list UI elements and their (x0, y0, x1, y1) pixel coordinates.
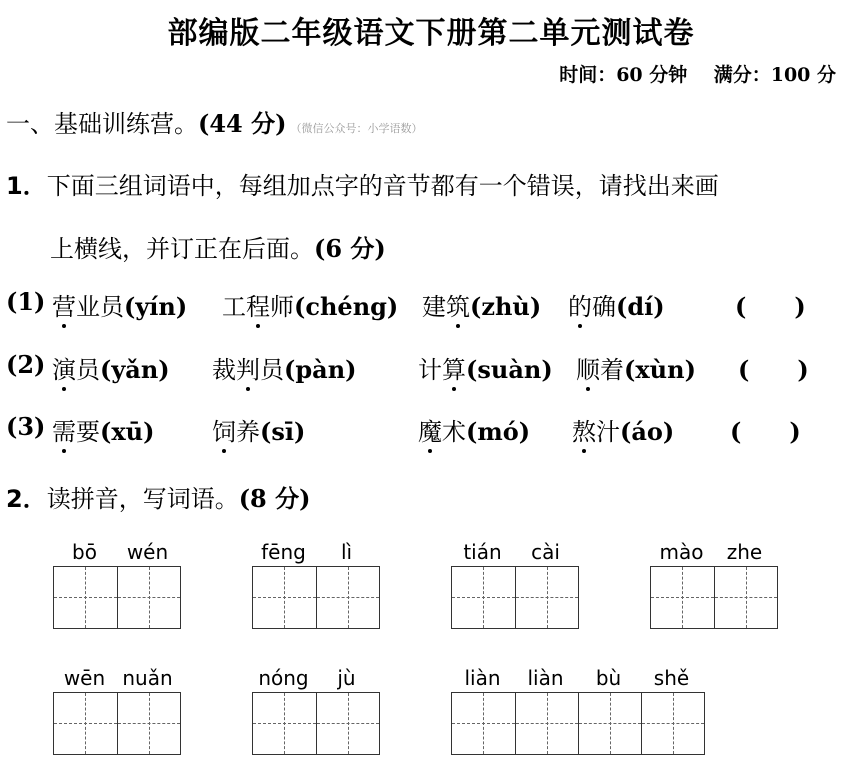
pinyin-syllable: nóng (258, 666, 309, 690)
word-text: 计 (418, 356, 442, 384)
q2-heading (6, 479, 310, 514)
page-title: 部编版二年级语文下册第二单元测试卷 (167, 16, 695, 51)
exam-meta (559, 60, 836, 87)
pinyin-syllable: jù (337, 666, 356, 690)
grid-cell[interactable] (316, 693, 379, 754)
pinyin-annotation: (xū) (100, 417, 155, 446)
guide-line (682, 567, 683, 628)
q1-word (212, 350, 357, 385)
word-text: 要 (76, 418, 100, 446)
grid-cell[interactable] (651, 567, 714, 628)
q2-number: 2． (6, 485, 47, 513)
pinyin-annotation: (xùn) (624, 355, 696, 384)
pinyin-syllable: nuǎn (122, 666, 173, 690)
guide-line (547, 567, 548, 628)
pinyin-annotation: (mó) (466, 417, 531, 446)
word-text: 员 (76, 356, 100, 384)
pinyin-annotation: (zhù) (470, 292, 542, 321)
q1-row-number: (2) (6, 350, 46, 379)
word-text: 术 (442, 418, 466, 446)
pinyin-syllable: zhe (726, 540, 763, 564)
writing-grid[interactable] (650, 566, 778, 629)
q1-text-line2: 上横线，并订正在后面。 (50, 235, 314, 263)
word-text: 建 (422, 293, 446, 321)
dotted-character: 判 (236, 350, 260, 385)
guide-line (85, 567, 86, 628)
grid-cell[interactable] (54, 693, 117, 754)
word-text: 工 (222, 293, 246, 321)
grid-cell[interactable] (253, 693, 316, 754)
q1-row-number: (1) (6, 287, 46, 316)
pinyin-syllable: liàn (527, 666, 564, 690)
guide-line (610, 693, 611, 754)
pinyin-syllable: lì (340, 540, 353, 564)
section-label: 一、基础训练营。 (6, 110, 198, 138)
pinyin-syllable: wén (126, 540, 169, 564)
word-text: 养 (236, 418, 260, 446)
dotted-character: 需 (52, 412, 76, 447)
grid-cell[interactable] (578, 693, 641, 754)
guide-line (483, 567, 484, 628)
pinyin-annotation: (dí) (616, 292, 665, 321)
grid-cell[interactable] (515, 567, 578, 628)
pinyin-annotation: (áo) (620, 417, 675, 446)
q1-word (568, 287, 665, 322)
pinyin-syllable: liàn (464, 666, 501, 690)
q1-line1 (6, 166, 719, 201)
watermark-text: （微信公众号：小学语数） (290, 122, 423, 135)
grid-cell[interactable] (714, 567, 777, 628)
q1-word (52, 287, 187, 322)
q1-word (418, 412, 530, 447)
q1-row-number: (3) (6, 412, 46, 441)
pinyin-syllable: shě (653, 666, 690, 690)
guide-line (284, 567, 285, 628)
pinyin-annotation: (yín) (124, 292, 188, 321)
dotted-character: 魔 (418, 412, 442, 447)
guide-line (547, 693, 548, 754)
word-text: 师 (270, 293, 294, 321)
grid-cell[interactable] (253, 567, 316, 628)
q1-word (576, 350, 696, 385)
writing-grid[interactable] (451, 566, 579, 629)
guide-line (673, 693, 674, 754)
pinyin-syllable: tián (463, 540, 502, 564)
dotted-character: 熬 (572, 412, 596, 447)
q1-points: (6 分) (314, 234, 386, 263)
pinyin-syllable: wēn (63, 666, 106, 690)
dotted-character: 筑 (446, 287, 470, 322)
q1-word (52, 350, 170, 385)
guide-line (746, 567, 747, 628)
dotted-character: 顺 (576, 350, 600, 385)
dotted-character: 算 (442, 350, 466, 385)
guide-line (85, 693, 86, 754)
guide-line (483, 693, 484, 754)
q2-points: (8 分) (238, 484, 311, 513)
q1-word (212, 412, 305, 447)
guide-line (284, 693, 285, 754)
dotted-character: 的 (568, 287, 592, 322)
pinyin-annotation: (pàn) (284, 355, 357, 384)
grid-cell[interactable] (54, 567, 117, 628)
time-limit: 时间：60 分钟 (559, 64, 688, 86)
q1-text-line1: 下面三组词语中，每组加点字的音节都有一个错误，请找出来画 (46, 172, 719, 200)
guide-line (348, 567, 349, 628)
q1-word (222, 287, 398, 322)
writing-grid[interactable] (252, 566, 380, 629)
word-text: 业员 (76, 293, 124, 321)
word-text: 着 (600, 356, 624, 384)
word-text: 确 (592, 293, 616, 321)
word-text: 裁 (212, 356, 236, 384)
q1-word (422, 287, 541, 322)
pinyin-annotation: (sī) (260, 417, 306, 446)
pinyin-syllable: bō (72, 540, 97, 564)
grid-cell[interactable] (117, 567, 180, 628)
dotted-character: 营 (52, 287, 76, 322)
writing-grid[interactable] (252, 692, 380, 755)
q1-word (572, 412, 674, 447)
dotted-character: 程 (246, 287, 270, 322)
writing-grid[interactable] (451, 692, 705, 755)
pinyin-annotation: (suàn) (466, 355, 553, 384)
section-points: (44 分) (198, 109, 287, 138)
word-text: 汁 (596, 418, 620, 446)
word-text: 员 (260, 356, 284, 384)
q2-text: 读拼音，写词语。 (46, 485, 239, 513)
dotted-character: 演 (52, 350, 76, 385)
pinyin-syllable: mào (659, 540, 704, 564)
writing-grid[interactable] (53, 692, 181, 755)
pinyin-syllable: fēng (261, 540, 306, 564)
grid-cell[interactable] (452, 567, 515, 628)
q1-number: 1． (6, 172, 47, 200)
grid-cell[interactable] (515, 693, 578, 754)
guide-line (348, 693, 349, 754)
q1-word (418, 350, 553, 385)
guide-line (149, 693, 150, 754)
answer-blank[interactable]: ( ) (735, 292, 806, 321)
full-score: 满分：100 分 (713, 64, 836, 86)
q1-word (52, 412, 154, 447)
grid-cell[interactable] (117, 693, 180, 754)
guide-line (149, 567, 150, 628)
dotted-character: 饲 (212, 412, 236, 447)
q1-line2 (50, 229, 386, 264)
writing-grid[interactable] (53, 566, 181, 629)
pinyin-annotation: (yǎn) (100, 355, 170, 384)
grid-cell[interactable] (316, 567, 379, 628)
answer-blank[interactable]: ( ) (738, 355, 809, 384)
pinyin-syllable: cài (531, 540, 560, 564)
pinyin-syllable: bù (595, 666, 622, 690)
section-heading (6, 104, 422, 139)
grid-cell[interactable] (641, 693, 704, 754)
pinyin-annotation: (chéng) (294, 292, 399, 321)
answer-blank[interactable]: ( ) (730, 417, 801, 446)
grid-cell[interactable] (452, 693, 515, 754)
